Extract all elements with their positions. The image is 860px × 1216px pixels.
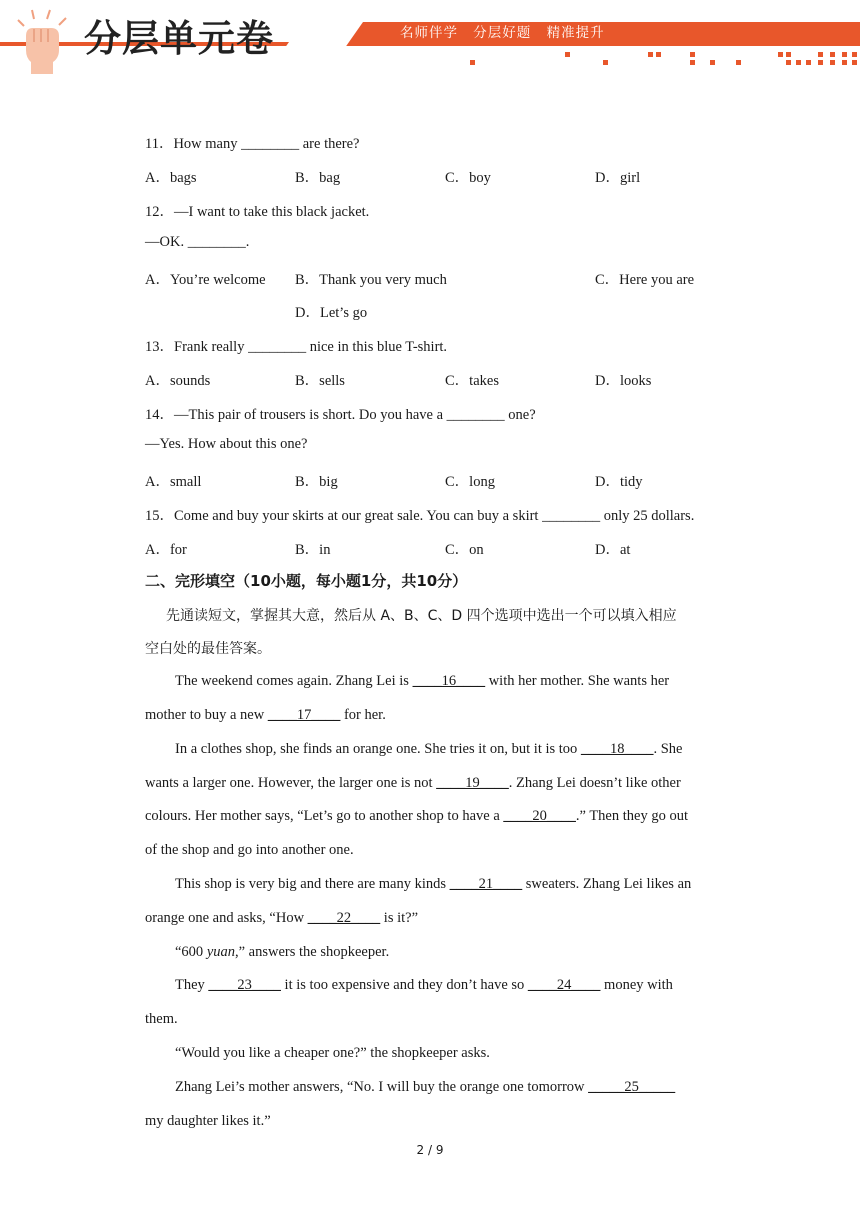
passage-line [175,1079,675,1096]
deco-dot [778,52,783,57]
deco-dot [736,60,741,65]
deco-dot [786,52,791,57]
deco-dot [806,60,811,65]
section-instruction: 先通读短文，掌握其大意，然后从 A、B、C、D 四个选项中选出一个可以填入相应 [166,608,677,624]
passage-text: . Zhang Lei doesn’t like other [508,775,681,791]
question-12-stem: 12．—I want to take this black jacket. [145,204,370,220]
passage-text: with her mother. She wants her [485,673,670,689]
blank-25[interactable]: _____25_____ [588,1079,676,1095]
blank-20[interactable]: ____20____ [503,808,576,824]
passage-line: them. [145,1011,178,1027]
fist-icon [10,6,74,76]
passage-text: The weekend comes again. Zhang Lei is [175,673,413,689]
q12-option-b: B．Thank you very much [295,272,447,288]
deco-dot [690,60,695,65]
q14-option-a: A．small [145,474,202,490]
q13-option-d: D．looks [595,373,652,389]
passage-line [145,775,681,792]
blank-24[interactable]: ____24____ [527,977,601,993]
page-number: 2 / 9 [416,1143,444,1157]
passage-text: mother to buy a new [145,707,268,723]
passage-italic: yuan [206,944,235,960]
q12-option-c: C．Here you are [595,272,695,288]
q13-option-b: B．sells [295,373,345,389]
deco-dot [648,52,653,57]
blank-19[interactable]: ____19____ [436,775,509,791]
question-14-reply: —Yes. How about this one? [145,436,308,452]
q14-option-d: D．tidy [595,474,643,490]
passage-line: my daughter likes it.” [145,1113,271,1129]
deco-dot [852,60,857,65]
passage-text: In a clothes shop, she finds an orange one. She tries it on, but it is too [175,741,581,757]
deco-dot [852,52,857,57]
q14-option-c: C．long [445,474,495,490]
q12-option-d: D．Let’s go [295,305,368,321]
deco-dot [818,52,823,57]
deco-dot [470,60,475,65]
q15-option-a: A．for [145,542,187,558]
deco-dot [830,60,835,65]
blank-18[interactable]: ____18____ [580,741,654,757]
deco-dot [656,52,661,57]
passage-text: This shop is very big and there are many kinds [175,876,450,892]
blank-17[interactable]: ____17____ [267,707,341,723]
q13-option-a: A．sounds [145,373,211,389]
passage-line [175,741,682,758]
passage-line [175,944,389,961]
passage-line [145,910,418,927]
passage-line: “Would you like a cheaper one?” the shopkeeper asks. [175,1045,490,1061]
page-header [0,0,860,80]
passage-line [145,707,386,724]
blank-22[interactable]: ____22____ [307,910,381,926]
blank-16[interactable]: ____16____ [412,673,486,689]
deco-dot [842,60,847,65]
passage-line [175,673,669,690]
blank-23[interactable]: ____23____ [208,977,281,993]
passage-text: orange one and asks, “How [145,910,308,926]
q11-option-b: B．bag [295,170,341,186]
passage-text: it is too expensive and they don’t have so [280,977,528,993]
header-slogan: 名师伴学 分层好题 精准提升 [400,25,605,41]
section-title: 二、完形填空（10小题，每小题1分，共10分） [145,572,468,590]
passage-line [175,876,691,893]
q15-option-b: B．in [295,542,331,558]
q15-option-c: C．on [445,542,484,558]
q12-option-a: A．You’re welcome [145,272,266,288]
deco-dot [710,60,715,65]
q15-option-d: D．at [595,542,631,558]
blank-21[interactable]: ____21____ [449,876,523,892]
passage-text: wants a larger one. However, the larger one is not [145,775,437,791]
deco-dot [842,52,847,57]
passage-text: They [175,977,209,993]
question-12-reply: —OK. ________. [145,234,250,250]
deco-dot [786,60,791,65]
passage-text: “600 [175,944,207,960]
section-instruction-cont: 空白处的最佳答案。 [145,641,271,657]
q11-option-d: D．girl [595,170,641,186]
q11-option-c: C．boy [445,170,491,186]
deco-dot [796,60,801,65]
passage-line: of the shop and go into another one. [145,842,354,858]
passage-text: . She [653,741,683,757]
deco-dot [830,52,835,57]
question-13-stem: 13．Frank really ________ nice in this blue T-shirt. [145,339,448,355]
passage-line [145,808,688,825]
q11-option-a: A．bags [145,170,197,186]
question-14-stem: 14．—This pair of trousers is short. Do you have a ________ one? [145,407,536,423]
passage-text: Zhang Lei’s mother answers, “No. I will buy the orange one tomorrow [175,1079,589,1095]
passage-text: is it?” [380,910,419,926]
passage-text: .” Then they go out [575,808,688,824]
deco-dot [603,60,608,65]
question-11-stem: 11．How many ________ are there? [145,136,360,152]
passage-text: for her. [340,707,386,723]
passage-text: ,” answers the shopkeeper. [235,944,390,960]
passage-text: sweaters. Zhang Lei likes an [522,876,692,892]
deco-dot [818,60,823,65]
q13-option-c: C．takes [445,373,499,389]
question-15-stem: 15．Come and buy your skirts at our great sale. You can buy a skirt ________ only 25 dollars. [145,508,695,524]
header-title: 分层单元卷 [84,17,274,60]
passage-line [175,977,673,994]
deco-dot [565,52,570,57]
q14-option-b: B．big [295,474,338,490]
passage-text: colours. Her mother says, “Let’s go to another shop to have a [145,808,504,824]
deco-dot [690,52,695,57]
passage-text: money with [600,977,673,993]
